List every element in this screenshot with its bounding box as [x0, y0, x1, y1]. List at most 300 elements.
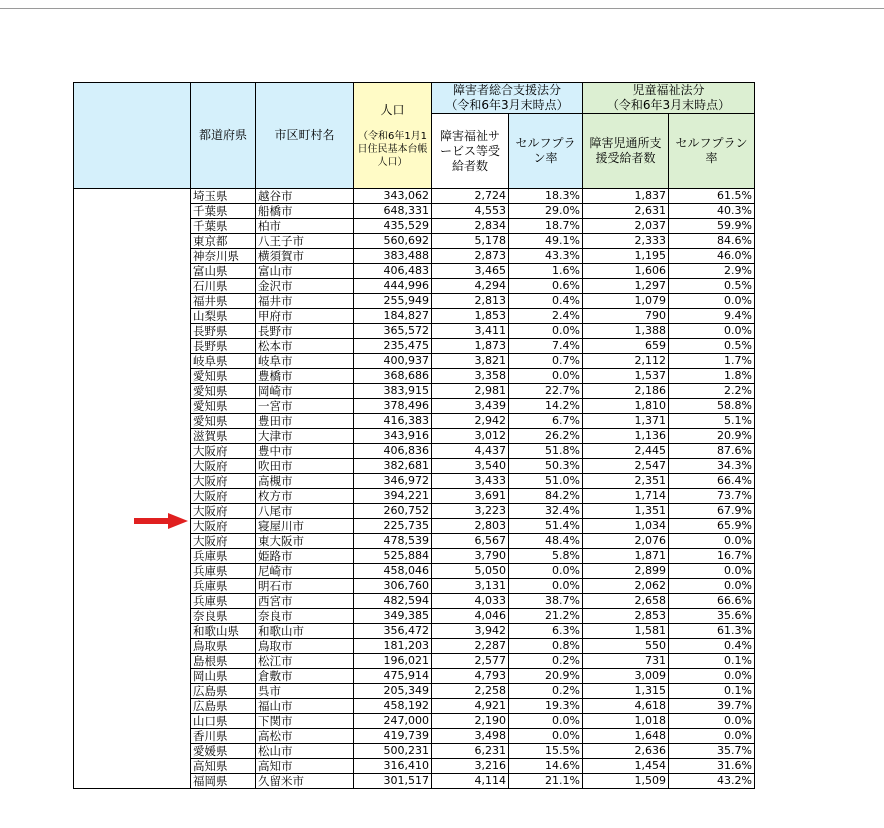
disability-selfplan-cell: 6.3% [509, 624, 583, 639]
disability-selfplan-cell: 48.4% [509, 534, 583, 549]
disability-selfplan-cell: 1.6% [509, 264, 583, 279]
disability-recipients-cell: 4,046 [432, 609, 509, 624]
prefecture-cell: 愛知県 [191, 414, 256, 429]
child-selfplan-cell: 0.5% [669, 339, 755, 354]
population-cell: 225,735 [354, 519, 432, 534]
child-selfplan-cell: 73.7% [669, 489, 755, 504]
disability-recipients-cell: 4,033 [432, 594, 509, 609]
prefecture-cell: 大阪府 [191, 474, 256, 489]
disability-selfplan-cell: 18.7% [509, 219, 583, 234]
disability-recipients-cell: 4,114 [432, 774, 509, 789]
disability-selfplan-cell: 0.2% [509, 654, 583, 669]
child-selfplan-cell: 61.3% [669, 624, 755, 639]
child-recipients-cell: 2,037 [583, 219, 669, 234]
disability-recipients-cell: 2,803 [432, 519, 509, 534]
disability-selfplan-cell: 0.0% [509, 324, 583, 339]
header-blank-cell [74, 83, 191, 189]
table-body [74, 189, 755, 789]
population-cell: 406,483 [354, 264, 432, 279]
child-selfplan-cell: 87.6% [669, 444, 755, 459]
disability-selfplan-cell: 0.2% [509, 684, 583, 699]
disability-recipients-cell: 6,231 [432, 744, 509, 759]
child-recipients-cell: 1,714 [583, 489, 669, 504]
row-blank-cell [74, 399, 191, 414]
municipality-cell: 松本市 [256, 339, 354, 354]
row-blank-cell [74, 729, 191, 744]
disability-selfplan-cell: 43.3% [509, 249, 583, 264]
row-blank-cell [74, 444, 191, 459]
row-blank-cell [74, 309, 191, 324]
disability-selfplan-cell: 0.4% [509, 294, 583, 309]
child-recipients-cell: 790 [583, 309, 669, 324]
table-row [74, 549, 755, 564]
disability-selfplan-cell: 19.3% [509, 699, 583, 714]
municipality-cell: 鳥取市 [256, 639, 354, 654]
row-blank-cell [74, 429, 191, 444]
table-row [74, 429, 755, 444]
disability-selfplan-cell: 50.3% [509, 459, 583, 474]
table-row [74, 399, 755, 414]
row-blank-cell [74, 699, 191, 714]
row-blank-cell [74, 669, 191, 684]
prefecture-cell: 奈良県 [191, 609, 256, 624]
child-recipients-cell: 1,195 [583, 249, 669, 264]
disability-selfplan-cell: 7.4% [509, 339, 583, 354]
disability-recipients-cell: 3,439 [432, 399, 509, 414]
child-recipients-cell: 2,899 [583, 564, 669, 579]
child-selfplan-cell: 58.8% [669, 399, 755, 414]
row-blank-cell [74, 774, 191, 789]
child-recipients-cell: 1,034 [583, 519, 669, 534]
disability-selfplan-cell: 2.4% [509, 309, 583, 324]
right-arrow-icon [134, 513, 188, 529]
disability-recipients-cell: 3,433 [432, 474, 509, 489]
header-child-selfplan: セルフプラン率 [669, 114, 755, 189]
core-city-table [73, 82, 755, 789]
child-recipients-cell: 2,333 [583, 234, 669, 249]
disability-recipients-cell: 4,294 [432, 279, 509, 294]
child-selfplan-cell: 0.5% [669, 279, 755, 294]
population-cell: 648,331 [354, 204, 432, 219]
header-disability-recipients: 障害福祉サービス等受給者数 [432, 114, 509, 189]
child-selfplan-cell: 0.0% [669, 729, 755, 744]
table-row [74, 564, 755, 579]
table-row [74, 624, 755, 639]
municipality-cell: 久留米市 [256, 774, 354, 789]
child-recipients-cell: 1,136 [583, 429, 669, 444]
child-selfplan-cell: 65.9% [669, 519, 755, 534]
disability-recipients-cell: 1,853 [432, 309, 509, 324]
prefecture-cell: 島根県 [191, 654, 256, 669]
child-recipients-cell: 1,537 [583, 369, 669, 384]
table-row [74, 774, 755, 789]
municipality-cell: 豊中市 [256, 444, 354, 459]
municipality-cell: 寝屋川市 [256, 519, 354, 534]
municipality-cell: 呉市 [256, 684, 354, 699]
row-blank-cell [74, 324, 191, 339]
municipality-cell: 倉敷市 [256, 669, 354, 684]
child-selfplan-cell: 43.2% [669, 774, 755, 789]
disability-selfplan-cell: 0.6% [509, 279, 583, 294]
disability-recipients-cell: 3,540 [432, 459, 509, 474]
prefecture-cell: 大阪府 [191, 489, 256, 504]
child-selfplan-cell: 35.7% [669, 744, 755, 759]
population-cell: 482,594 [354, 594, 432, 609]
prefecture-cell: 兵庫県 [191, 594, 256, 609]
prefecture-cell: 千葉県 [191, 204, 256, 219]
population-cell: 378,496 [354, 399, 432, 414]
child-recipients-cell: 659 [583, 339, 669, 354]
child-recipients-cell: 2,062 [583, 579, 669, 594]
municipality-cell: 東大阪市 [256, 534, 354, 549]
child-selfplan-cell: 34.3% [669, 459, 755, 474]
disability-recipients-cell: 2,942 [432, 414, 509, 429]
child-selfplan-cell: 0.1% [669, 684, 755, 699]
child-recipients-cell: 1,648 [583, 729, 669, 744]
disability-recipients-cell: 2,873 [432, 249, 509, 264]
row-blank-cell [74, 534, 191, 549]
child-recipients-cell: 2,658 [583, 594, 669, 609]
disability-recipients-cell: 3,498 [432, 729, 509, 744]
disability-recipients-cell: 1,873 [432, 339, 509, 354]
prefecture-cell: 香川県 [191, 729, 256, 744]
prefecture-cell: 福井県 [191, 294, 256, 309]
header-child-law: 児童福祉法分 （令和6年3月末時点） [583, 83, 755, 114]
disability-recipients-cell: 3,942 [432, 624, 509, 639]
disability-selfplan-cell: 0.0% [509, 579, 583, 594]
population-cell: 184,827 [354, 309, 432, 324]
header-child-recipients: 障害児通所支援受給者数 [583, 114, 669, 189]
table-row [74, 669, 755, 684]
disability-recipients-cell: 2,577 [432, 654, 509, 669]
municipality-cell: 八王子市 [256, 234, 354, 249]
disability-selfplan-cell: 84.2% [509, 489, 583, 504]
disability-recipients-cell: 2,813 [432, 294, 509, 309]
table-row [74, 369, 755, 384]
table-row [74, 699, 755, 714]
municipality-cell: 高槻市 [256, 474, 354, 489]
municipality-cell: 福山市 [256, 699, 354, 714]
child-selfplan-cell: 39.7% [669, 699, 755, 714]
child-selfplan-cell: 84.6% [669, 234, 755, 249]
table-row [74, 534, 755, 549]
municipality-cell: 姫路市 [256, 549, 354, 564]
prefecture-cell: 愛知県 [191, 399, 256, 414]
child-recipients-cell: 2,112 [583, 354, 669, 369]
prefecture-cell: 大阪府 [191, 534, 256, 549]
prefecture-cell: 広島県 [191, 684, 256, 699]
child-recipients-cell: 1,388 [583, 324, 669, 339]
population-cell: 301,517 [354, 774, 432, 789]
top-divider [0, 8, 884, 9]
population-cell: 205,349 [354, 684, 432, 699]
child-recipients-cell: 4,618 [583, 699, 669, 714]
child-selfplan-cell: 2.9% [669, 264, 755, 279]
municipality-cell: 高知市 [256, 759, 354, 774]
table-row [74, 324, 755, 339]
table-row [74, 219, 755, 234]
prefecture-cell: 山梨県 [191, 309, 256, 324]
table-row [74, 234, 755, 249]
disability-selfplan-cell: 51.4% [509, 519, 583, 534]
child-selfplan-cell: 2.2% [669, 384, 755, 399]
header-disability-law: 障害者総合支援法分 （令和6年3月末時点） [432, 83, 583, 114]
row-blank-cell [74, 474, 191, 489]
header-prefecture: 都道府県 [191, 83, 256, 189]
table-row [74, 729, 755, 744]
child-recipients-cell: 1,509 [583, 774, 669, 789]
child-recipients-cell: 1,315 [583, 684, 669, 699]
row-blank-cell [74, 354, 191, 369]
child-recipients-cell: 1,079 [583, 294, 669, 309]
disability-selfplan-cell: 38.7% [509, 594, 583, 609]
child-recipients-cell: 1,018 [583, 714, 669, 729]
child-selfplan-cell: 67.9% [669, 504, 755, 519]
table-row [74, 264, 755, 279]
prefecture-cell: 兵庫県 [191, 579, 256, 594]
child-selfplan-cell: 31.6% [669, 759, 755, 774]
child-selfplan-cell: 0.4% [669, 639, 755, 654]
row-blank-cell [74, 549, 191, 564]
child-selfplan-cell: 1.7% [669, 354, 755, 369]
municipality-cell: 和歌山市 [256, 624, 354, 639]
child-recipients-cell: 550 [583, 639, 669, 654]
child-recipients-cell: 731 [583, 654, 669, 669]
row-blank-cell [74, 369, 191, 384]
municipality-cell: 松山市 [256, 744, 354, 759]
disability-recipients-cell: 3,012 [432, 429, 509, 444]
child-selfplan-cell: 0.0% [669, 714, 755, 729]
table-row [74, 204, 755, 219]
municipality-cell: 豊田市 [256, 414, 354, 429]
municipality-cell: 尼崎市 [256, 564, 354, 579]
prefecture-cell: 愛知県 [191, 369, 256, 384]
row-blank-cell [74, 264, 191, 279]
table-row [74, 294, 755, 309]
population-cell: 306,760 [354, 579, 432, 594]
disability-selfplan-cell: 26.2% [509, 429, 583, 444]
row-blank-cell [74, 489, 191, 504]
municipality-cell: 豊橋市 [256, 369, 354, 384]
disability-selfplan-cell: 0.7% [509, 354, 583, 369]
municipality-cell: 金沢市 [256, 279, 354, 294]
municipality-cell: 八尾市 [256, 504, 354, 519]
disability-selfplan-cell: 0.0% [509, 714, 583, 729]
disability-selfplan-cell: 32.4% [509, 504, 583, 519]
table-row [74, 579, 755, 594]
disability-recipients-cell: 2,724 [432, 189, 509, 204]
population-cell: 478,539 [354, 534, 432, 549]
prefecture-cell: 千葉県 [191, 219, 256, 234]
row-blank-cell [74, 189, 191, 204]
municipality-cell: 明石市 [256, 579, 354, 594]
prefecture-cell: 岡山県 [191, 669, 256, 684]
child-recipients-cell: 2,445 [583, 444, 669, 459]
municipality-cell: 横須賀市 [256, 249, 354, 264]
child-selfplan-cell: 59.9% [669, 219, 755, 234]
row-blank-cell [74, 609, 191, 624]
child-recipients-cell: 1,581 [583, 624, 669, 639]
child-recipients-cell: 2,547 [583, 459, 669, 474]
disability-recipients-cell: 4,793 [432, 669, 509, 684]
prefecture-cell: 大阪府 [191, 459, 256, 474]
population-cell: 368,686 [354, 369, 432, 384]
child-recipients-cell: 2,351 [583, 474, 669, 489]
population-cell: 349,385 [354, 609, 432, 624]
table-row [74, 384, 755, 399]
disability-selfplan-cell: 0.0% [509, 369, 583, 384]
child-selfplan-cell: 61.5% [669, 189, 755, 204]
disability-recipients-cell: 2,981 [432, 384, 509, 399]
disability-recipients-cell: 3,411 [432, 324, 509, 339]
municipality-cell: 奈良市 [256, 609, 354, 624]
disability-recipients-cell: 2,190 [432, 714, 509, 729]
municipality-cell: 岡崎市 [256, 384, 354, 399]
disability-selfplan-cell: 18.3% [509, 189, 583, 204]
child-recipients-cell: 1,371 [583, 414, 669, 429]
table-row [74, 594, 755, 609]
child-selfplan-cell: 9.4% [669, 309, 755, 324]
population-cell: 435,529 [354, 219, 432, 234]
row-blank-cell [74, 414, 191, 429]
row-blank-cell [74, 339, 191, 354]
table-row [74, 354, 755, 369]
municipality-cell: 越谷市 [256, 189, 354, 204]
row-blank-cell [74, 204, 191, 219]
header-municipality: 市区町村名 [256, 83, 354, 189]
disability-selfplan-cell: 49.1% [509, 234, 583, 249]
population-cell: 382,681 [354, 459, 432, 474]
municipality-cell: 松江市 [256, 654, 354, 669]
population-cell: 346,972 [354, 474, 432, 489]
municipality-cell: 福井市 [256, 294, 354, 309]
table-row [74, 714, 755, 729]
disability-selfplan-cell: 51.8% [509, 444, 583, 459]
child-selfplan-cell: 0.0% [669, 294, 755, 309]
population-cell: 444,996 [354, 279, 432, 294]
population-cell: 394,221 [354, 489, 432, 504]
disability-selfplan-cell: 5.8% [509, 549, 583, 564]
child-recipients-cell: 2,631 [583, 204, 669, 219]
population-cell: 458,192 [354, 699, 432, 714]
population-cell: 255,949 [354, 294, 432, 309]
population-cell: 560,692 [354, 234, 432, 249]
disability-recipients-cell: 4,553 [432, 204, 509, 219]
disability-recipients-cell: 4,921 [432, 699, 509, 714]
disability-recipients-cell: 5,178 [432, 234, 509, 249]
row-blank-cell [74, 594, 191, 609]
population-cell: 500,231 [354, 744, 432, 759]
child-selfplan-cell: 46.0% [669, 249, 755, 264]
prefecture-cell: 岐阜県 [191, 354, 256, 369]
row-blank-cell [74, 219, 191, 234]
table-row [74, 609, 755, 624]
prefecture-cell: 長野県 [191, 324, 256, 339]
child-recipients-cell: 1,454 [583, 759, 669, 774]
child-selfplan-cell: 0.0% [669, 534, 755, 549]
prefecture-cell: 滋賀県 [191, 429, 256, 444]
disability-selfplan-cell: 21.1% [509, 774, 583, 789]
row-blank-cell [74, 459, 191, 474]
row-blank-cell [74, 624, 191, 639]
municipality-cell: 下関市 [256, 714, 354, 729]
child-recipients-cell: 1,810 [583, 399, 669, 414]
disability-selfplan-cell: 0.8% [509, 639, 583, 654]
row-blank-cell [74, 564, 191, 579]
population-cell: 260,752 [354, 504, 432, 519]
population-cell: 235,475 [354, 339, 432, 354]
prefecture-cell: 福岡県 [191, 774, 256, 789]
prefecture-cell: 兵庫県 [191, 564, 256, 579]
population-title: 人口 [380, 102, 405, 117]
child-selfplan-cell: 0.0% [669, 564, 755, 579]
child-recipients-cell: 2,853 [583, 609, 669, 624]
table-row [74, 444, 755, 459]
child-selfplan-cell: 35.6% [669, 609, 755, 624]
population-cell: 196,021 [354, 654, 432, 669]
municipality-cell: 柏市 [256, 219, 354, 234]
table-row [74, 339, 755, 354]
table-row [74, 459, 755, 474]
row-blank-cell [74, 654, 191, 669]
population-cell: 419,739 [354, 729, 432, 744]
population-cell: 406,836 [354, 444, 432, 459]
table-row [74, 309, 755, 324]
row-blank-cell [74, 279, 191, 294]
population-note: （令和6年1月1日住民基本台帳人口） [357, 130, 428, 168]
table-row [74, 189, 755, 204]
prefecture-cell: 兵庫県 [191, 549, 256, 564]
table-row [74, 414, 755, 429]
row-blank-cell [74, 294, 191, 309]
disability-recipients-cell: 5,050 [432, 564, 509, 579]
disability-selfplan-cell: 14.6% [509, 759, 583, 774]
header-disability-selfplan: セルフプラン率 [509, 114, 583, 189]
disability-selfplan-cell: 29.0% [509, 204, 583, 219]
child-selfplan-cell: 1.8% [669, 369, 755, 384]
row-blank-cell [74, 384, 191, 399]
disability-recipients-cell: 3,465 [432, 264, 509, 279]
disability-recipients-cell: 3,790 [432, 549, 509, 564]
prefecture-cell: 石川県 [191, 279, 256, 294]
table-row [74, 474, 755, 489]
disability-selfplan-cell: 6.7% [509, 414, 583, 429]
child-selfplan-cell: 20.9% [669, 429, 755, 444]
child-recipients-cell: 1,606 [583, 264, 669, 279]
disability-recipients-cell: 2,287 [432, 639, 509, 654]
row-blank-cell [74, 234, 191, 249]
prefecture-cell: 山口県 [191, 714, 256, 729]
row-blank-cell [74, 249, 191, 264]
municipality-cell: 大津市 [256, 429, 354, 444]
disability-selfplan-cell: 20.9% [509, 669, 583, 684]
municipality-cell: 岐阜市 [256, 354, 354, 369]
prefecture-cell: 長野県 [191, 339, 256, 354]
disability-recipients-cell: 2,258 [432, 684, 509, 699]
prefecture-cell: 東京都 [191, 234, 256, 249]
disability-selfplan-cell: 0.0% [509, 729, 583, 744]
child-recipients-cell: 2,186 [583, 384, 669, 399]
child-selfplan-cell: 0.0% [669, 579, 755, 594]
child-selfplan-cell: 0.0% [669, 669, 755, 684]
disability-recipients-cell: 6,567 [432, 534, 509, 549]
child-recipients-cell: 1,837 [583, 189, 669, 204]
municipality-cell: 甲府市 [256, 309, 354, 324]
municipality-cell: 一宮市 [256, 399, 354, 414]
disability-recipients-cell: 3,216 [432, 759, 509, 774]
prefecture-cell: 愛媛県 [191, 744, 256, 759]
table-row [74, 759, 755, 774]
